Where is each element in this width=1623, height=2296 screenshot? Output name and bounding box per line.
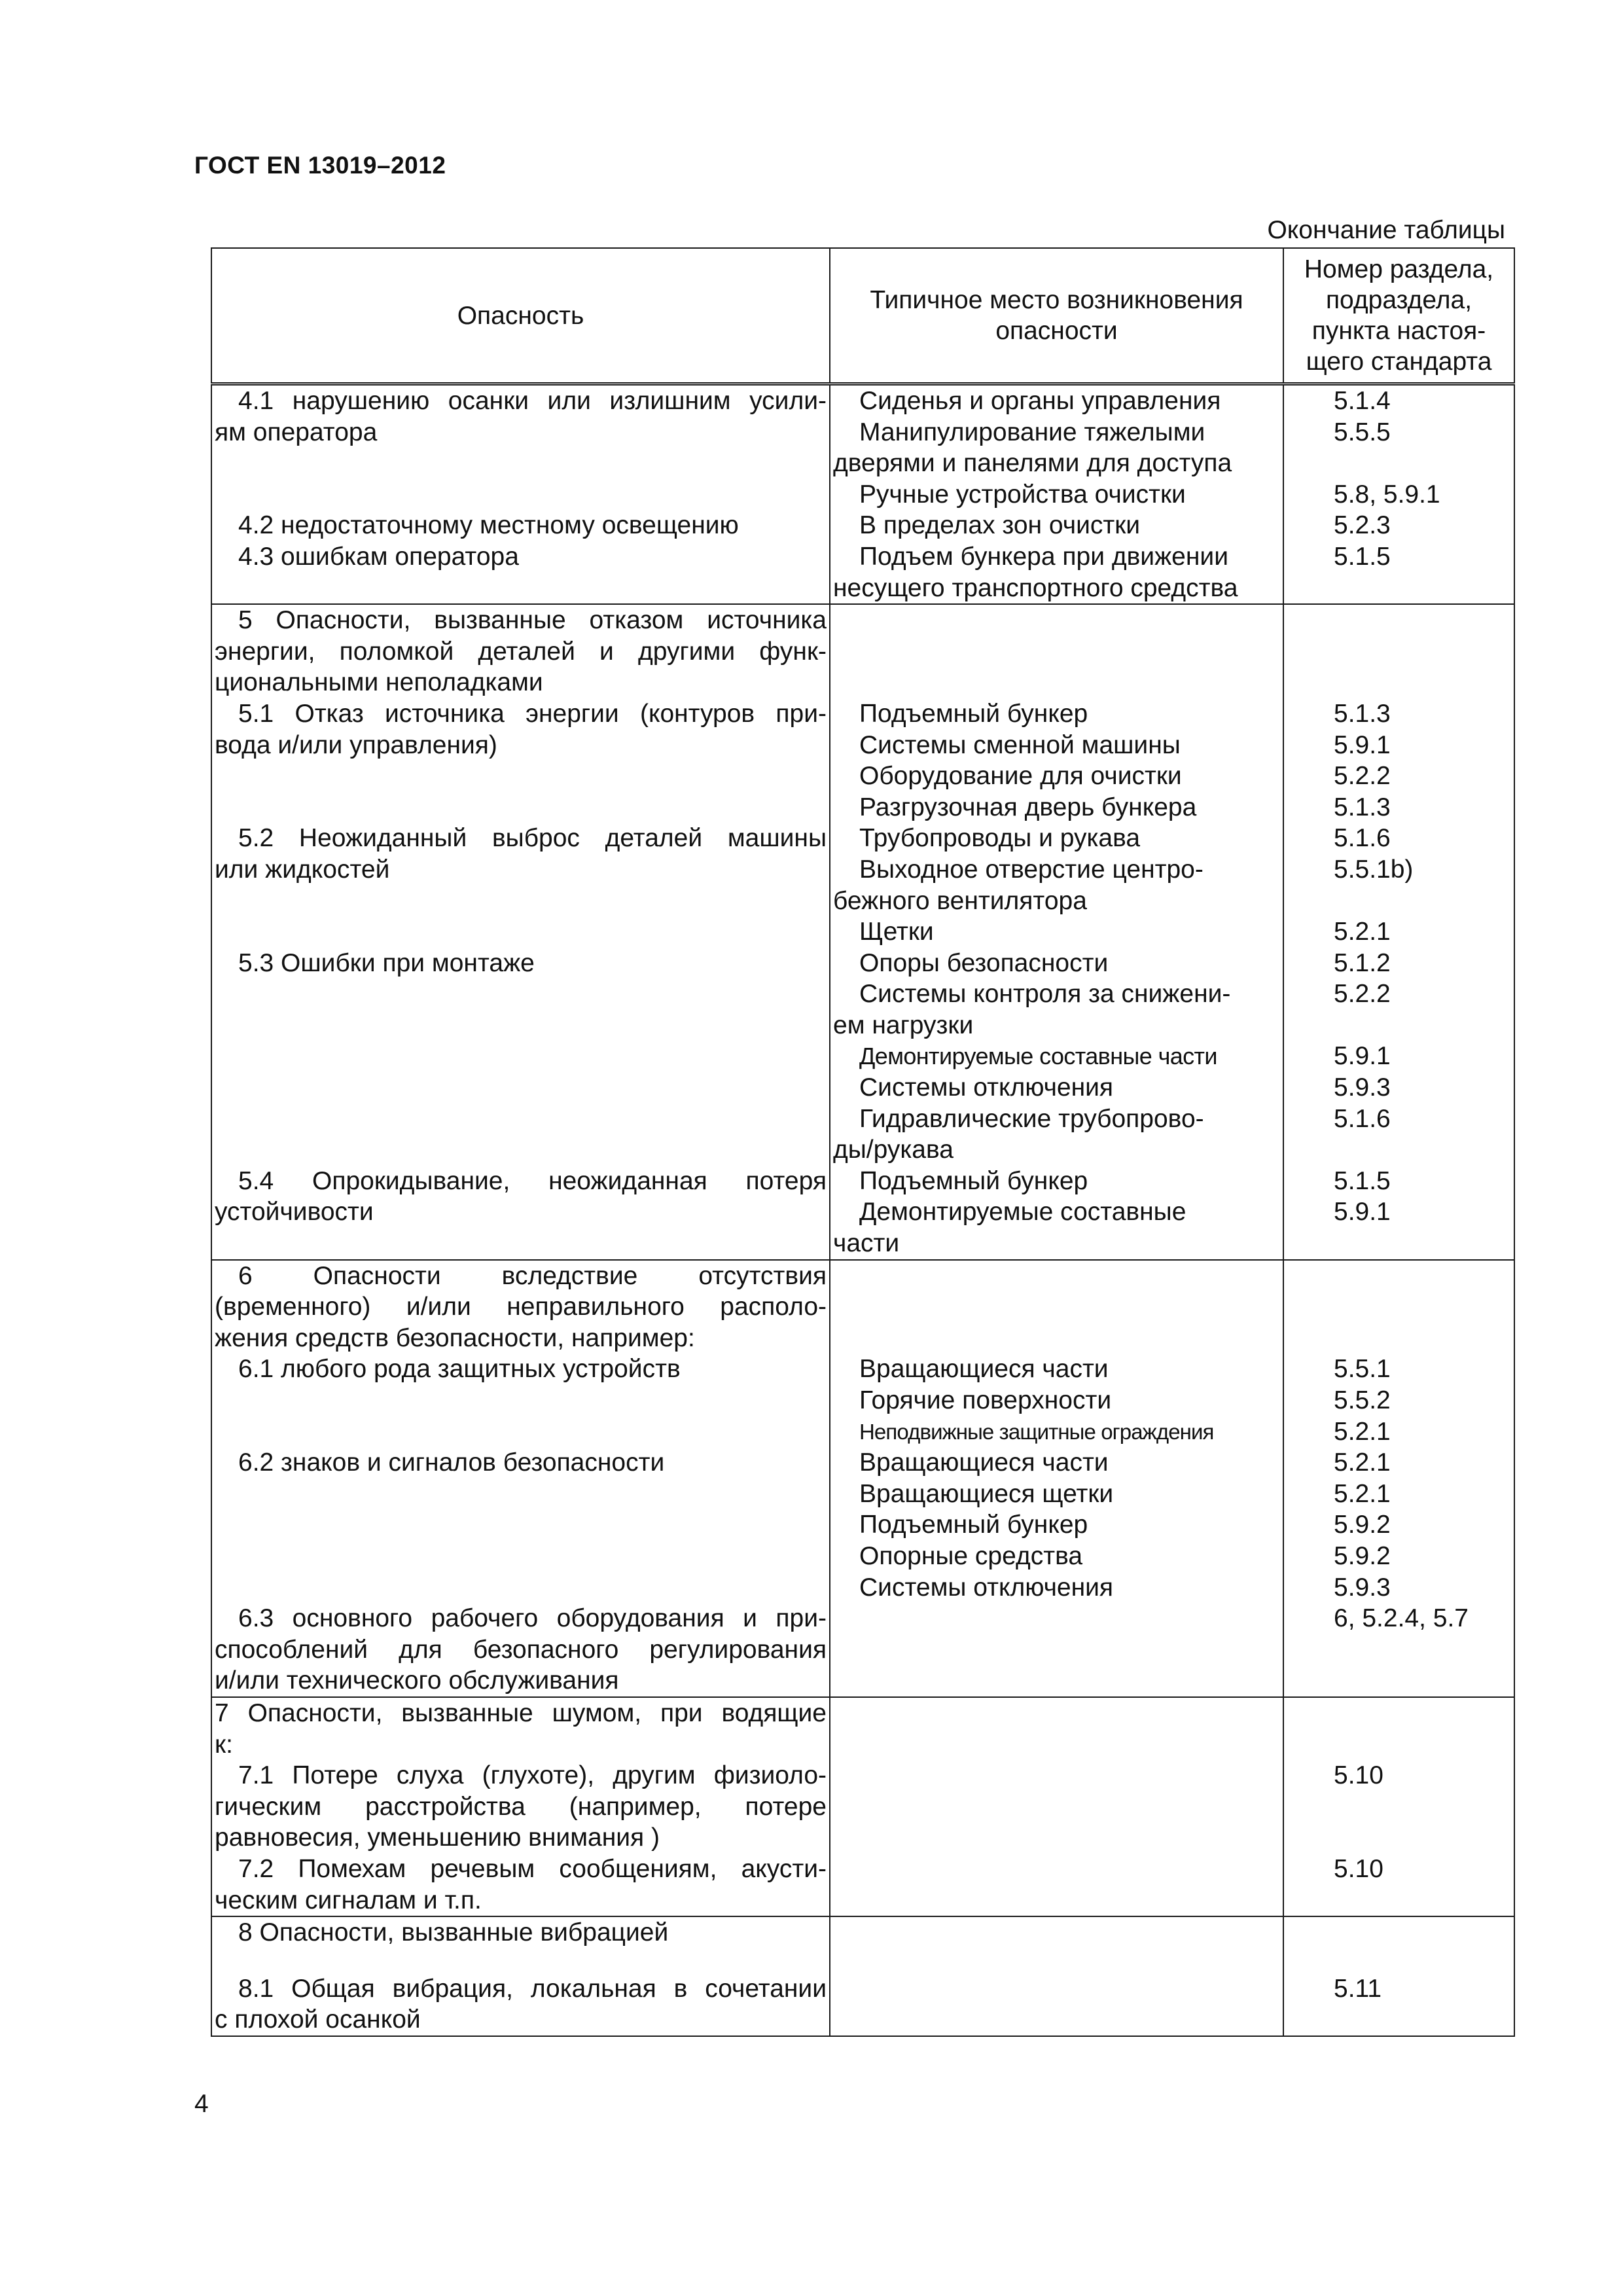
text-line: 5.1.3 [1334,793,1391,821]
text-line: щего стандарта [1306,348,1492,376]
text-line [215,1948,827,1973]
text-line: циональными неполадками [215,668,543,697]
text-line: 7.2 Помехам речевым сообщениям, акусти- [238,1854,827,1883]
text-line: жения средств безопасности, например: [215,1323,695,1352]
text-line: 5.1.6 [1334,824,1391,853]
text-line [1287,1791,1511,1823]
table-row-group-4 [211,384,1514,605]
text-line: Манипулирование тяжелыми [859,418,1205,446]
text-line: 5.8, 5.9.1 [1334,480,1440,509]
text-line: Горячие поверхности [859,1386,1112,1414]
text-line: 5.2 Неожиданный выброс деталей машины [238,824,827,853]
text-line [1287,448,1511,479]
text-line: Ручные устройства очистки [859,480,1186,509]
text-line: 5.5.1b) [1334,855,1414,884]
text-line [215,792,827,823]
text-line: 5.2.1 [1334,1479,1391,1508]
text-line: Вращающиеся части [859,1355,1109,1384]
text-line: Системы контроля за снижени- [859,980,1231,1009]
text-line: Системы отключения [859,1573,1114,1602]
text-line: 5.1.3 [1334,699,1391,728]
text-line: 5.1.5 [1334,1166,1391,1195]
text-line [215,1041,827,1072]
header-reference [1283,248,1514,384]
text-line: способлений для безопасного регулирования [215,1635,827,1664]
text-line [1287,605,1511,636]
text-line: вода и/или управления) [215,730,497,759]
text-line: Сиденья и органы управления [859,387,1221,415]
text-line: 5.2.3 [1334,511,1391,540]
text-line: Номер раздела, [1304,255,1494,283]
page-number: 4 [194,2090,209,2118]
table-header-row [211,248,1514,384]
table-caption: Окончание таблицы [1267,216,1505,244]
text-line [215,1509,827,1541]
text-line: Вращающиеся щетки [859,1479,1114,1508]
text-line [1287,1291,1511,1323]
text-line: 5.2.1 [1334,918,1391,946]
text-line: 7.1 Потере слуха (глухоте), другим физиоло- [238,1761,827,1790]
text-line: 5.9.3 [1334,1073,1391,1102]
text-line [1287,1917,1511,1948]
table-row-group-8 [211,1916,1514,2036]
document-code-header: ГОСТ EN 13019–2012 [194,152,446,179]
text-line: несущего транспортного средства [833,573,1238,602]
text-line [833,1634,1280,1666]
text-line: 5.2.2 [1334,980,1391,1009]
location-cell [830,604,1283,1259]
text-line: к: [215,1730,233,1759]
location-cell [830,1916,1283,2036]
text-line: Подъемный бункер [859,1511,1088,1539]
text-line: 5.9.1 [1334,1042,1391,1071]
text-line: 4.3 ошибкам оператора [238,542,519,571]
text-line: 5.5.2 [1334,1386,1391,1414]
text-line: 5.4 Опрокидывание, неожиданная потеря [238,1166,827,1195]
text-line [215,1385,827,1416]
text-line: Щетки [859,918,934,946]
text-line [215,479,827,511]
text-line: Системы сменной машины [859,730,1181,759]
table-row-group-6 [211,1260,1514,1697]
text-line [215,1228,827,1259]
text-line: Типичное место возникновения [870,286,1243,314]
location-cell [830,1697,1283,1916]
text-line: 6, 5.2.4, 5.7 [1334,1604,1469,1633]
text-line: Гидравлические трубопрово- [859,1104,1204,1133]
text-line: или жидкостей [215,855,390,884]
reference-cell [1283,604,1514,1259]
text-line [1287,636,1511,668]
text-line [215,916,827,948]
text-line: с плохой осанкой [215,2005,421,2034]
text-line: ям оператора [215,418,378,446]
text-line [215,886,827,917]
hazard-cell [211,1916,830,2036]
text-line: гическим расстройства (например, потере [215,1792,827,1821]
text-line: 5.1.6 [1334,1104,1391,1133]
text-line: В пределах зон очистки [859,511,1141,540]
text-line [1287,667,1511,698]
text-line: 5.1.2 [1334,948,1391,977]
header-location [830,248,1283,384]
text-line: 5.3 Ошибки при монтаже [238,948,535,977]
text-line [215,1103,827,1135]
text-line: Подъемный бункер [859,699,1088,728]
text-line: 5.1.4 [1334,387,1391,415]
text-line: 5.9.1 [1334,1198,1391,1227]
text-line [215,1134,827,1166]
text-line: 7 Опасности, вызванные шумом, при водящие [215,1698,827,1727]
text-line [215,1416,827,1448]
text-line: Опоры безопасности [859,948,1109,977]
text-line: 6.3 основного рабочего оборудования и при- [238,1604,827,1633]
text-line: Демонтируемые составные части [859,1043,1217,1070]
text-line: 5.2.2 [1334,762,1391,791]
text-line: 5.11 [1334,1974,1382,2003]
text-line: 5.5.5 [1334,418,1391,446]
text-line: 5.9.2 [1334,1541,1391,1570]
table-row-group-7 [211,1697,1514,1916]
text-line: 5.10 [1334,1854,1383,1883]
text-line [1287,1822,1511,1854]
location-cell [830,1260,1283,1697]
reference-cell [1283,1260,1514,1697]
text-line: 5 Опасности, вызванные отказом источника [238,606,827,635]
text-line [215,1479,827,1510]
text-line: 5.1 Отказ источника энергии (контуров при- [238,699,827,728]
text-line [1287,1134,1511,1166]
text-line [1287,573,1511,604]
text-line: Оборудование для очистки [859,762,1182,791]
table-row-group-5 [211,604,1514,1259]
reference-cell [1283,1916,1514,2036]
text-line [1287,1634,1511,1666]
text-line [833,605,1280,636]
hazard-cell [211,1697,830,1916]
text-line: 5.9.1 [1334,730,1391,759]
text-line: Демонтируемые составные [859,1198,1186,1227]
text-line [1287,1885,1511,1916]
text-line: Разгрузочная дверь бункера [859,793,1197,821]
text-line [833,1291,1280,1323]
hazard-cell [211,384,830,605]
text-line: Подъемный бункер [859,1166,1088,1195]
text-line [215,1541,827,1572]
text-line: опасности [995,317,1118,345]
text-line: 4.2 недостаточному местному освещению [238,511,739,540]
text-line: равновесия, уменьшению внимания ) [215,1823,660,1852]
text-line: 5.10 [1334,1761,1383,1790]
text-line [1287,1698,1511,1729]
text-line [833,667,1280,698]
text-line [215,573,827,604]
text-line [1287,1948,1511,1973]
text-line [215,448,827,479]
text-line [1287,1261,1511,1292]
hazard-cell [211,604,830,1259]
text-line: Подъем бункера при движении [859,542,1228,571]
text-line: Опорные средства [859,1541,1083,1570]
header-hazard: Опасность [211,248,830,384]
hazard-cell [211,1260,830,1697]
text-line: и/или технического обслуживания [215,1666,619,1695]
text-line [1287,2004,1511,2036]
text-line [833,1665,1280,1696]
text-line [1287,1665,1511,1696]
text-line: 8.1 Общая вибрация, локальная в сочетании [238,1974,827,2003]
text-line [215,761,827,792]
location-cell [830,384,1283,605]
text-line: 5.9.3 [1334,1573,1391,1602]
text-line: 6.2 знаков и сигналов безопасности [238,1448,665,1477]
text-line: 5.2.1 [1334,1448,1391,1477]
text-line: 8 Опасности, вызванные вибрацией [238,1918,669,1947]
text-line [833,636,1280,668]
text-line: 5.1.5 [1334,542,1391,571]
text-line: ческим сигналам и т.п. [215,1886,482,1914]
reference-cell [1283,384,1514,605]
text-line: ем нагрузки [833,1011,974,1039]
text-line: (временного) и/или неправильного располо- [215,1293,827,1321]
text-line [1287,1010,1511,1041]
text-line [833,1261,1280,1292]
text-line [1287,1323,1511,1354]
text-line: 4.1 нарушению осанки или излишним усили- [238,387,827,415]
text-line: 6.1 любого рода защитных устройств [238,1355,681,1384]
text-line: Системы отключения [859,1073,1114,1102]
text-line: Вращающиеся части [859,1448,1109,1477]
text-line: дверями и панелями для доступа [833,449,1232,478]
text-line: Трубопроводы и рукава [859,824,1141,853]
text-line: части [833,1229,900,1258]
text-line: 5.5.1 [1334,1355,1391,1384]
text-line [1287,886,1511,917]
text-line [215,978,827,1010]
text-line [1287,1228,1511,1259]
text-line [215,1010,827,1041]
text-line [215,1572,827,1604]
text-line: подраздела, [1325,286,1472,314]
text-line: пункта настоя- [1311,317,1486,345]
hazard-table [211,247,1515,2037]
text-line: устойчивости [215,1198,374,1227]
text-line: бежного вентилятора [833,886,1087,915]
text-line: Неподвижные защитные ограждения [859,1419,1214,1444]
reference-cell [1283,1697,1514,1916]
text-line [833,1323,1280,1354]
text-line: 5.2.1 [1334,1417,1391,1446]
text-line [1287,1729,1511,1761]
text-line: 6 Опасности вследствие отсутствия [238,1261,827,1290]
text-line: энергии, поломкой деталей и другими функ- [215,637,827,666]
text-line: 5.9.2 [1334,1511,1391,1539]
text-line: ды/рукава [833,1136,954,1164]
text-line [215,1072,827,1103]
text-line [833,1603,1280,1634]
text-line: Выходное отверстие центро- [859,855,1204,884]
